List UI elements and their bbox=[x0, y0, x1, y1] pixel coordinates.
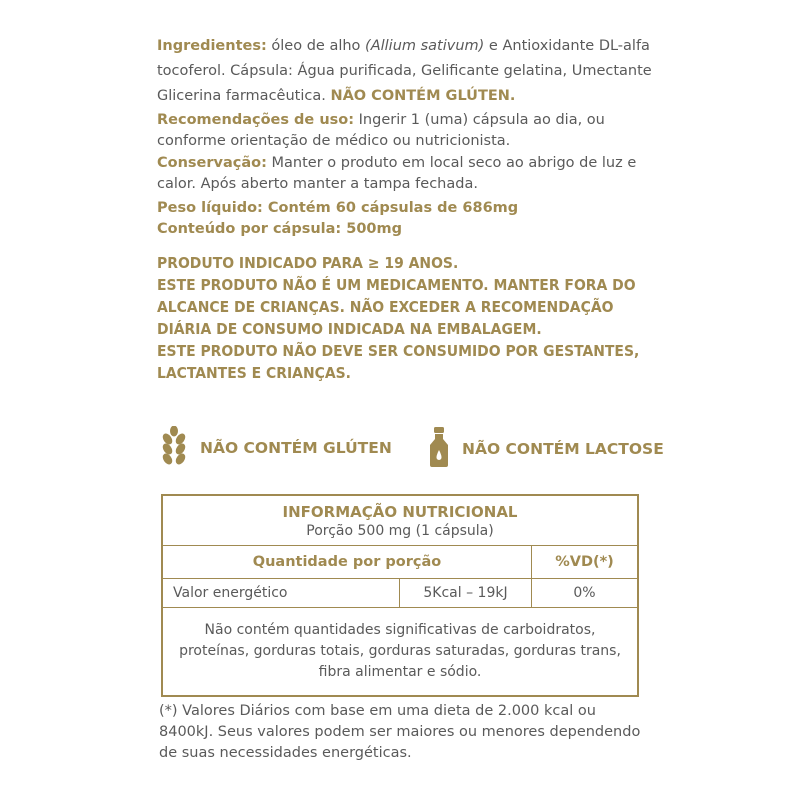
lactose-free-claim bbox=[428, 426, 664, 472]
warning-line: ESTE PRODUTO NÃO DEVE SER CONSUMIDO POR GESTANTES, bbox=[157, 342, 640, 360]
nutrition-column-headers bbox=[163, 546, 637, 579]
storage-paragraph bbox=[157, 153, 657, 195]
warning-line: ESTE PRODUTO NÃO É UM MEDICAMENTO. MANTER FORA DO bbox=[157, 276, 636, 294]
nutrition-table bbox=[161, 494, 639, 697]
daily-values-footnote: (*) Valores Diários com base em uma dieta de 2.000 kcal ou 8400kJ. Seus valores podem ser maiores ou menores dependendo de suas necessidades energéticas. bbox=[159, 703, 641, 761]
milk-bottle-icon bbox=[428, 426, 450, 472]
net-weight: Peso líquido: Contém 60 cápsulas de 686mg bbox=[157, 200, 519, 216]
lactose-free-claim-text: NÃO CONTÉM LACTOSE bbox=[462, 440, 664, 458]
gluten-free-claim bbox=[160, 426, 392, 470]
warning-line: ALCANCE DE CRIANÇAS. NÃO EXCEDER A RECOMENDAÇÃO bbox=[157, 298, 614, 316]
recommendations-paragraph bbox=[157, 110, 657, 152]
ingredients-paragraph bbox=[157, 34, 657, 109]
table-row bbox=[163, 579, 637, 608]
column-header-vd: %VD(*) bbox=[555, 554, 614, 570]
gluten-free-statement: NÃO CONTÉM GLÚTEN. bbox=[330, 88, 516, 104]
weight-paragraph bbox=[157, 198, 657, 240]
warnings-block bbox=[157, 252, 647, 384]
recommendations-label: Recomendações de uso: bbox=[157, 112, 355, 128]
wheat-icon bbox=[160, 426, 188, 470]
storage-label: Conservação: bbox=[157, 155, 267, 171]
nutrient-vd: 0% bbox=[573, 585, 596, 601]
warning-line: LACTANTES E CRIANÇAS. bbox=[157, 364, 351, 382]
recommendations-text: Ingerir 1 (uma) cápsula ao dia, ou conforme orientação de médico ou nutricionista. bbox=[157, 112, 605, 149]
ingredients-text: óleo de alho bbox=[266, 38, 366, 54]
ingredients-text-continued: e Antioxidante DL-alfa tocoferol. Cápsula: Água purificada, Gelificante gelatina, Umectante Glicerina farmacêutica. bbox=[157, 38, 652, 104]
nutrition-portion: Porção 500 mg (1 cápsula) bbox=[306, 523, 494, 539]
nutrition-table-footer: Não contém quantidades significativas de carboidratos, proteínas, gorduras totais, gorduras saturadas, gorduras trans, fibra alimentar e sódio. bbox=[179, 622, 621, 680]
claims-row bbox=[160, 426, 664, 470]
column-header-quantity: Quantidade por porção bbox=[163, 546, 532, 578]
nutrition-title: INFORMAÇÃO NUTRICIONAL bbox=[282, 503, 518, 521]
gluten-free-claim-text: NÃO CONTÉM GLÚTEN bbox=[200, 439, 392, 457]
nutrition-table-header bbox=[163, 496, 637, 546]
warning-line: DIÁRIA DE CONSUMO INDICADA NA EMBALAGEM. bbox=[157, 320, 542, 338]
content-per-capsule: Conteúdo por cápsula: 500mg bbox=[157, 221, 403, 237]
label-text-block bbox=[157, 34, 657, 240]
ingredients-label: Ingredientes: bbox=[157, 38, 267, 54]
warning-line: PRODUTO INDICADO PARA ≥ 19 ANOS. bbox=[157, 254, 459, 272]
nutrient-name: Valor energético bbox=[163, 579, 400, 607]
ingredients-scientific-name: (Allium sativum) bbox=[365, 38, 485, 54]
nutrient-amount: 5Kcal – 19kJ bbox=[400, 579, 532, 607]
storage-text: Manter o produto em local seco ao abrigo de luz e calor. Após aberto manter a tampa fechada. bbox=[157, 155, 637, 192]
